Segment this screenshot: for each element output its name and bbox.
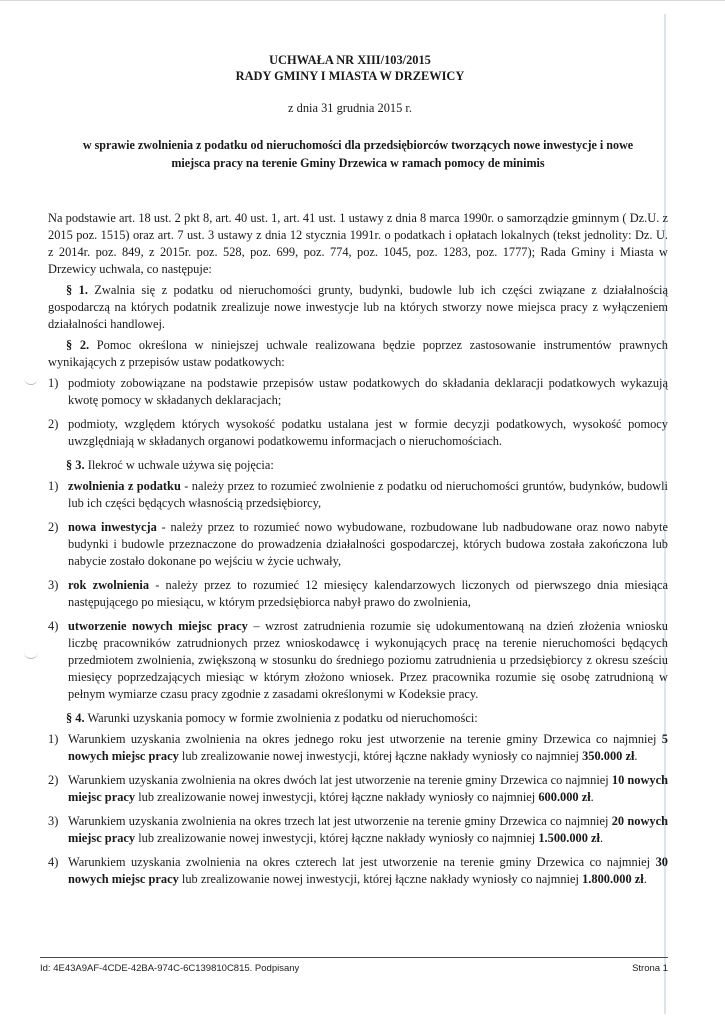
jobs-requirement: 20 nowych miejsc pracy [68,814,669,845]
definition-item [48,519,668,570]
item-number: 4) [48,855,59,869]
item-number: 3) [48,578,59,592]
condition-text: Warunkiem uzyskania zwolnienia na okres jednego roku jest utworzenie na terenie gminy Drzewica co najmniej [68,732,662,746]
section-3 [48,457,668,474]
definition-text: – wzrost zatrudnienia rozumie się udokumentowaną na dzień złożenia wniosku liczbę pracowników zatrudnionych przez wnioskodawcę i wykonujących pracę na terenie nieruchomości będących przedmiotem zwolnienia, zwiększoną w stosunku do średniego poziomu zatrudnienia u przedsiębiorcy z okresu sześciu miesięcy poprzedzających miesiąc w którym złożono wniosek. Przez pracownika rozumie się osobę zatrudnioną w pełnym wymiarze czasu pracy zgodnie z zasadami określonymi w Kodeksie pracy. [68,619,668,701]
section-4 [48,710,668,727]
defined-term: zwolnienia z podatku [68,479,181,493]
legal-basis-paragraph: Na podstawie art. 18 ust. 2 pkt 8, art. 40 ust. 1, art. 41 ust. 1 ustawy z dnia 8 marca 1990r. o samorządzie gminnym ( Dz.U. z 2015 poz. 1515) oraz art. 7 ust. 3 ustawy z dnia 12 stycznia 1991r. o podatkach i opłatach lokalnych (tekst jednolity: Dz. U. z 2014r. poz. 849, z 2015r. poz. 528, poz. 699, poz. 774, poz. 1045, poz. 1283, poz. 1777); Rada Gminy i Miasta w Drzewicy uchwala, co następuje: [48,211,668,276]
binder-hole-mark [24,652,38,659]
investment-amount: 350.000 zł [582,749,635,763]
definition-text: - należy przez to rozumieć 12 miesięcy kalendarzowych liczonych od pierwszego dnia miesiąca następującego po miesiącu, w którym przedsiębiorca nabył prawo do zwolnienia, [68,578,668,609]
subject-line: miejsca pracy na terenie Gminy Drzewica w ramach pomocy de minimis [171,156,545,170]
item-number: 2) [48,417,59,431]
section-2 [48,337,668,371]
defined-term: rok zwolnienia [68,578,150,592]
item-text: podmioty zobowiązane na podstawie przepisów ustaw podatkowych do składania deklaracji podatkowych wykazują kwotę pomocy w składanych deklaracjach; [68,376,668,407]
resolution-date: z dnia 31 grudnia 2015 r. [288,101,412,115]
section-text: Ilekroć w uchwale używa się pojęcia: [84,458,274,472]
jobs-requirement: 30 nowych miejsc pracy [68,855,668,886]
condition-item [48,772,668,806]
item-text: podmioty, względem których wysokość podatku ustalana jest w formie decyzji podatkowych, wysokość pomocy uwzględniają w składanych organowi podatkowemu informacjach o nieruchomościach. [68,417,668,448]
condition-text: lub zrealizowanie nowej inwestycji, której łączne nakłady wyniosły co najmniej [178,749,583,763]
condition-text: Warunkiem uzyskania zwolnienia na okres trzech lat jest utworzenie na terenie gminy Drzewica co najmniej [68,814,612,828]
binder-hole-mark [24,378,38,385]
item-number: 1) [48,732,59,746]
subject-line: w sprawie zwolnienia z podatku od nieruchomości dla przedsiębiorców tworzących nowe inwestycje i nowe [82,138,634,152]
definition-item [48,478,668,512]
condition-end: . [634,749,638,763]
condition-item [48,813,668,847]
section-label: § 3. [66,458,85,472]
investment-amount: 1.800.000 zł [582,872,644,886]
condition-item [48,731,668,765]
definition-text: - należy przez to rozumieć nowo wybudowane, rozbudowane lub nadbudowane oraz nowo nabyte budynki i budowle przeznaczone do prowadzenia działalności gospodarczej, których budowa została zakończona lub nabycie zostało dokonane po wejściu w życie uchwały, [68,520,668,568]
item-number: 1) [48,376,59,390]
list-item [48,416,668,450]
item-number: 2) [48,773,59,787]
condition-text: lub zrealizowanie nowej inwestycji, której łączne nakłady wyniosły co najmniej [135,790,539,804]
resolution-title: UCHWAŁA NR XIII/103/2015 [269,53,431,67]
condition-end: . [599,831,604,845]
section-text: Zwalnia się z podatku od nieruchomości grunty, budynki, budowle lub ich części związane z działalnością gospodarczą na których podatnik zrealizuje nowe inwestycje lub na których stworzy nowe miejsca pracy z wyłączeniem działalności handlowej. [48,283,668,331]
condition-end: . [643,872,647,886]
item-number: 1) [48,479,59,493]
section-1 [48,282,668,333]
section-text: Warunki uzyskania pomocy w formie zwolnienia z podatku od nieruchomości: [84,711,478,725]
item-number: 2) [48,520,59,534]
definition-item [48,618,668,703]
item-number: 4) [48,619,59,633]
condition-end: . [590,790,594,804]
section-text: Pomoc określona w niniejszej uchwale realizowana będzie poprzez zastosowanie instrumentów prawnych wynikających z przepisów ustaw podatkowych: [48,338,668,369]
section-label: § 1. [66,283,88,297]
condition-text: lub zrealizowanie nowej inwestycji, której łączne nakłady wyniosły co najmniej [135,831,539,845]
condition-text: lub zrealizowanie nowej inwestycji, której łączne nakłady wyniosły co najmniej [178,872,583,886]
definition-text: - należy przez to rozumieć zwolnienie z podatku od nieruchomości gruntów, budynków, budowli lub ich części będących własnością przedsiębiorcy, [68,479,668,510]
condition-text: Warunkiem uzyskania zwolnienia na okres czterech lat jest utworzenie na terenie gminy Drzewica co najmniej [68,855,656,869]
scan-top-edge [0,0,725,1]
footer-divider [40,957,668,958]
document-id: Id: 4E43A9AF-4CDE-42BA-974C-6C139810C815. Podpisany [40,963,300,974]
council-name: RADY GMINY I MIASTA W DRZEWICY [235,69,465,83]
definition-item [48,577,668,611]
resolution-body [48,210,668,895]
defined-term: utworzenie nowych miejsc pracy [68,619,248,633]
resolution-subject [48,136,668,172]
investment-amount: 600.000 zł [538,790,591,804]
jobs-requirement: 10 nowych miejsc pracy [68,773,668,804]
list-item [48,375,668,409]
condition-item [48,854,668,888]
page-number: Strona 1 [632,963,668,974]
item-number: 3) [48,814,59,828]
section-label: § 4. [66,711,85,725]
investment-amount: 1.500.000 zł [538,831,600,845]
defined-term: nowa inwestycja [68,520,157,534]
section-label: § 2. [66,338,90,352]
jobs-requirement: 5 nowych miejsc pracy [68,732,668,763]
condition-text: Warunkiem uzyskania zwolnienia na okres dwóch lat jest utworzenie na terenie gminy Drzewica co najmniej [68,773,612,787]
